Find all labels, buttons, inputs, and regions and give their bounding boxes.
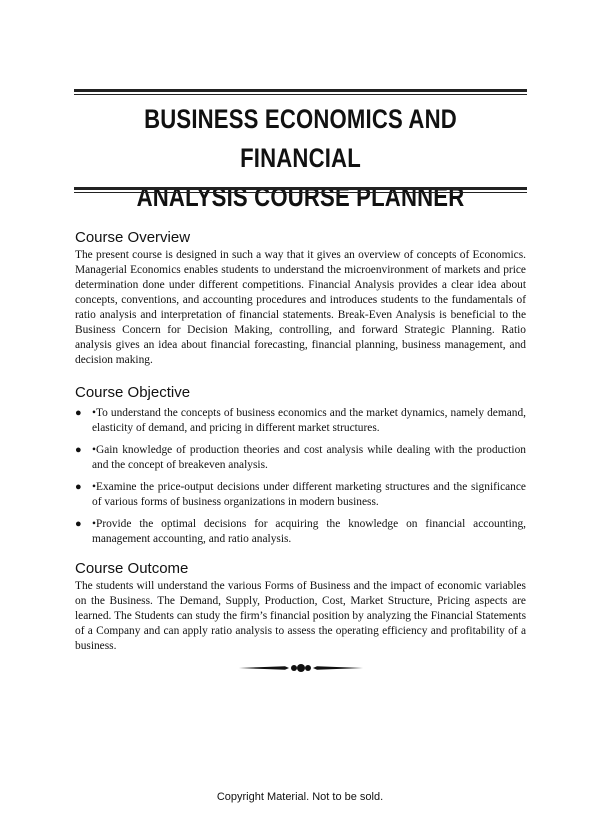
- bottom-rule: [74, 187, 527, 193]
- bullet-icon: ●: [75, 518, 82, 530]
- title-line-2: ANALYSIS COURSE PLANNER: [136, 182, 465, 212]
- list-item: [75, 443, 526, 473]
- objective-heading: Course Objective: [75, 384, 191, 401]
- bullet-icon: ●: [75, 481, 82, 493]
- main-content: [75, 229, 526, 654]
- outcome-text: The students will understand the various Forms of Business and the impact of economic variables on the Business. The Demand, Supply, Production, Cost, Market Structure, Pricing aspects are learned. The Students can study the firm’s financial position by analyzing the Financial Statements of a Company and can apply ratio analysis to assess the operating efficiency and profitability of a business.: [75, 580, 526, 652]
- objective-item-text: •To understand the concepts of business economics and the market dynamics, namely demand, elasticity of demand, and pricing in different market structures.: [92, 407, 526, 434]
- objective-item-text: •Examine the price-output decisions under different marketing structures and the significance of various forms of business organizations in modern business.: [92, 481, 526, 508]
- outcome-heading: Course Outcome: [75, 560, 189, 577]
- overview-text: The present course is designed in such a way that it gives an overview of concepts of Economics. Managerial Economics enables students to understand the microenvironment of markets and price determination done under different competitions. Financial Analysis provides a clear idea about concepts, conventions, and accounting procedures and introduces students to the fundamentals of ratio analysis and interpretation of financial statements. Break-Even Analysis is beneficial to the Business Concern for Decision Making, controlling, and forward Strategic Planning. Ratio analysis gives an idea about financial forecasting, financial planning, business management, and decision making.: [75, 249, 526, 366]
- objective-item-text: •Gain knowledge of production theories and cost analysis while dealing with the production and the concept of breakeven analysis.: [92, 444, 526, 471]
- bullet-icon: ●: [75, 444, 82, 456]
- list-item: [75, 517, 526, 547]
- overview-heading: Course Overview: [75, 229, 191, 246]
- objective-list: [75, 406, 526, 547]
- decorative-divider-icon: [239, 662, 363, 674]
- title-line-1: BUSINESS ECONOMICS AND FINANCIAL: [144, 104, 457, 173]
- top-rule: [74, 89, 527, 95]
- page-title: [115, 100, 486, 217]
- list-item: [75, 480, 526, 510]
- copyright-footer: Copyright Material. Not to be sold.: [216, 791, 384, 803]
- list-item: [75, 406, 526, 436]
- objective-item-text: •Provide the optimal decisions for acquiring the knowledge on financial accounting, management accounting, and ratio analysis.: [92, 518, 526, 545]
- bullet-icon: ●: [75, 407, 82, 419]
